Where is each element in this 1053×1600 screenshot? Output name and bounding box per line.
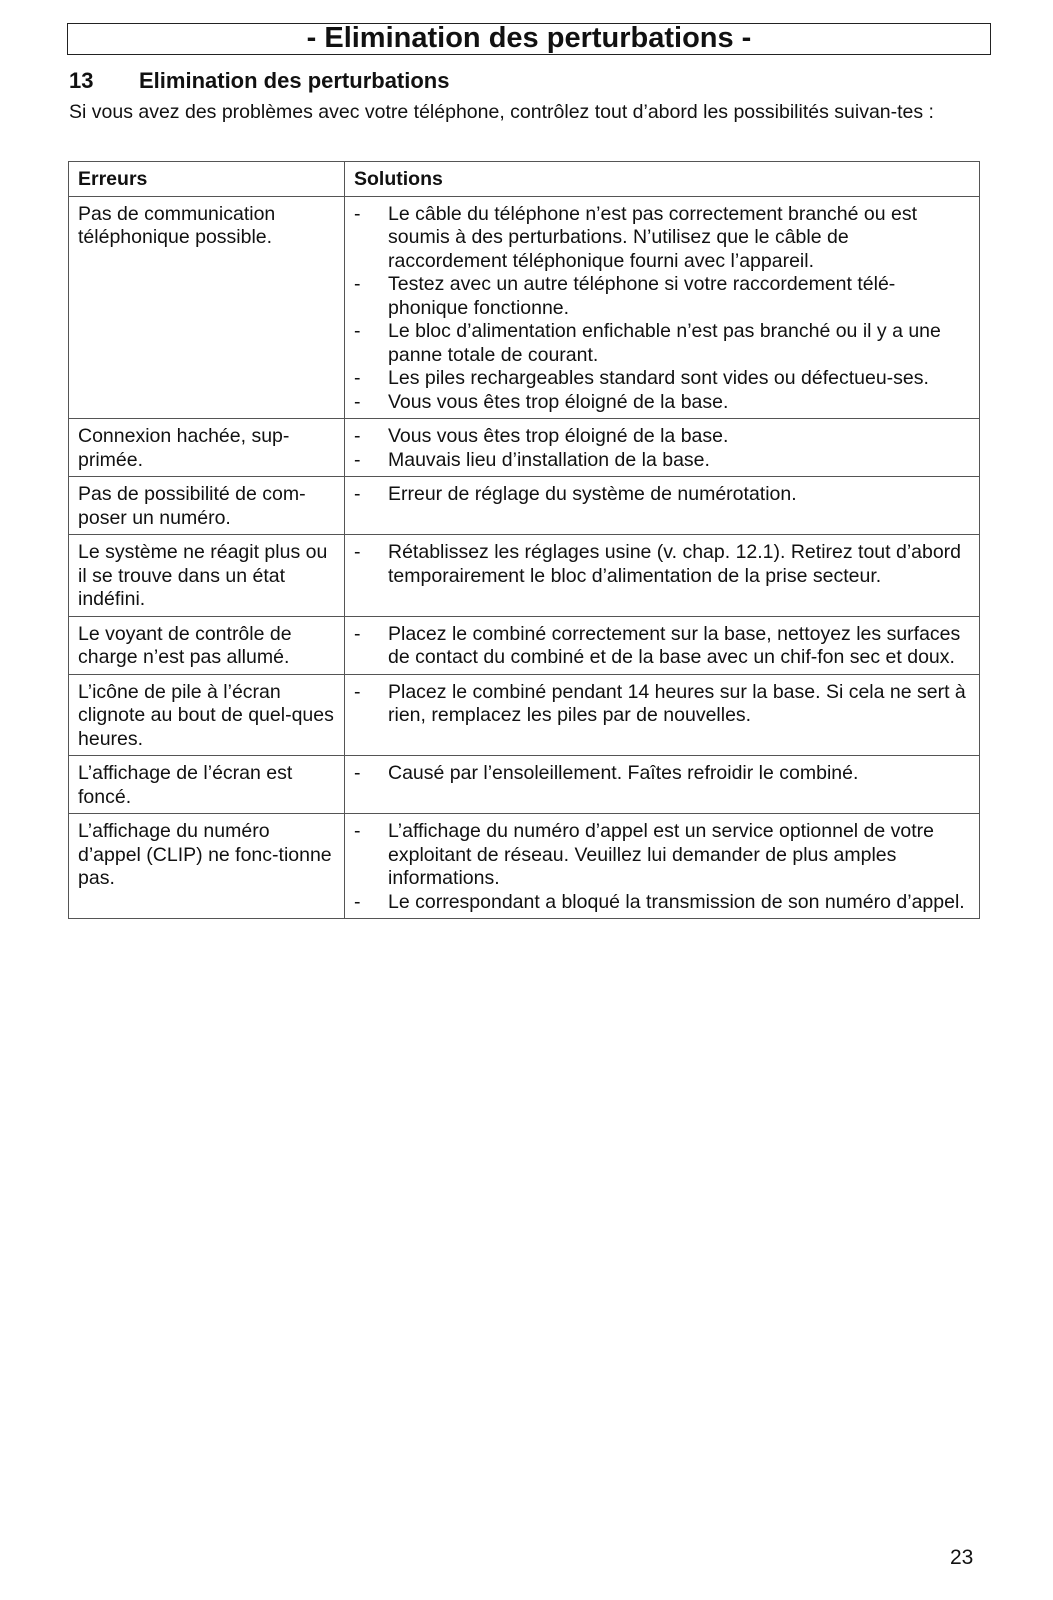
section-heading (69, 68, 449, 94)
solution-item (354, 681, 970, 728)
table-row (69, 616, 980, 674)
table-row (69, 535, 980, 617)
solution-text: Le correspondant a bloqué la transmission de son numéro d’appel. (388, 890, 965, 913)
column-header-errors: Erreurs (69, 162, 345, 197)
solution-cell (345, 196, 980, 419)
solution-text: Vous vous êtes trop éloigné de la base. (388, 425, 729, 447)
bullet-dash: - (354, 202, 361, 225)
solution-text: Le câble du téléphone n’est pas correctement branché ou est soumis à des perturbations. N’utilisez que le câble de raccordement téléphonique fourni avec l’appareil. (388, 202, 918, 272)
error-cell: L’icône de pile à l’écran clignote au bout de quel-ques heures. (69, 674, 345, 756)
solution-item (354, 483, 970, 507)
page-header-box (67, 23, 991, 55)
solution-item (354, 273, 970, 320)
solution-cell (345, 756, 980, 814)
column-header-solutions: Solutions (345, 162, 980, 197)
bullet-dash: - (354, 890, 361, 913)
table-row (69, 814, 980, 919)
solution-cell (345, 814, 980, 919)
error-cell: Le système ne réagit plus ou il se trouve dans un état indéfini. (69, 535, 345, 617)
bullet-dash: - (354, 820, 361, 842)
solution-item (354, 425, 970, 449)
bullet-dash: - (354, 425, 361, 447)
solution-item (354, 391, 970, 415)
bullet-dash: - (354, 541, 361, 563)
solution-item (354, 203, 970, 274)
table-row (69, 756, 980, 814)
solution-item (354, 762, 970, 786)
table-row (69, 419, 980, 477)
bullet-dash: - (354, 273, 361, 295)
bullet-dash: - (354, 448, 361, 471)
bullet-dash: - (354, 762, 361, 784)
solution-text: Vous vous êtes trop éloigné de la base. (388, 390, 729, 413)
solution-item (354, 541, 970, 588)
error-cell: L’affichage de l’écran est foncé. (69, 756, 345, 814)
bullet-dash: - (354, 680, 361, 703)
bullet-dash: - (354, 622, 361, 645)
solution-cell (345, 535, 980, 617)
section-title: Elimination des perturbations (139, 68, 450, 93)
solution-text: Rétablissez les réglages usine (v. chap. 12.1). Retirez tout d’abord temporairement le bloc d’alimentation de la prise secteur. (388, 541, 962, 587)
page-number: 23 (950, 1546, 974, 1569)
error-cell: Pas de possibilité de com-poser un numéro. (69, 477, 345, 535)
bullet-dash: - (354, 367, 361, 389)
solution-cell (345, 674, 980, 756)
table-header-row (69, 162, 980, 197)
solution-item (354, 367, 970, 391)
solution-text: Testez avec un autre téléphone si votre raccordement télé-phonique fonctionne. (388, 273, 896, 319)
solution-text: Le bloc d’alimentation enfichable n’est pas branché ou il y a une panne totale de courant. (388, 320, 941, 366)
solution-cell (345, 477, 980, 535)
troubleshooting-table (68, 161, 980, 919)
solution-item (354, 320, 970, 367)
bullet-dash: - (354, 483, 361, 505)
solution-cell (345, 419, 980, 477)
solution-text: L’affichage du numéro d’appel est un service optionnel de votre exploitant de réseau. Veuillez lui demander de plus amples informations. (388, 820, 935, 889)
solution-text: Causé par l’ensoleillement. Faîtes refroidir le combiné. (388, 762, 859, 784)
solution-text: Erreur de réglage du système de numérotation. (388, 483, 797, 505)
table-row (69, 477, 980, 535)
bullet-dash: - (354, 390, 361, 413)
table-row (69, 196, 980, 419)
error-cell: Connexion hachée, sup-primée. (69, 419, 345, 477)
error-cell: L’affichage du numéro d’appel (CLIP) ne fonc-tionne pas. (69, 814, 345, 919)
table-body (69, 196, 980, 919)
solution-item (354, 891, 970, 915)
page-header-title: - Elimination des perturbations - (306, 22, 752, 54)
table-row (69, 674, 980, 756)
solution-text: Mauvais lieu d’installation de la base. (388, 448, 710, 471)
section-number: 13 (69, 68, 94, 93)
intro-paragraph: Si vous avez des problèmes avec votre téléphone, contrôlez tout d’abord les possibilités suivan-tes : (69, 101, 934, 123)
solution-item (354, 820, 970, 891)
solution-item (354, 623, 970, 670)
error-cell: Pas de communication téléphonique possible. (69, 196, 345, 419)
bullet-dash: - (354, 320, 361, 342)
error-cell: Le voyant de contrôle de charge n’est pas allumé. (69, 616, 345, 674)
solution-cell (345, 616, 980, 674)
solution-item (354, 449, 970, 473)
solution-text: Placez le combiné pendant 14 heures sur la base. Si cela ne sert à rien, remplacez les piles par de nouvelles. (388, 680, 966, 726)
solution-text: Les piles rechargeables standard sont vides ou défectueu-ses. (388, 367, 929, 389)
solution-text: Placez le combiné correctement sur la base, nettoyez les surfaces de contact du combiné et de la base avec un chif-fon sec et doux. (388, 622, 961, 668)
